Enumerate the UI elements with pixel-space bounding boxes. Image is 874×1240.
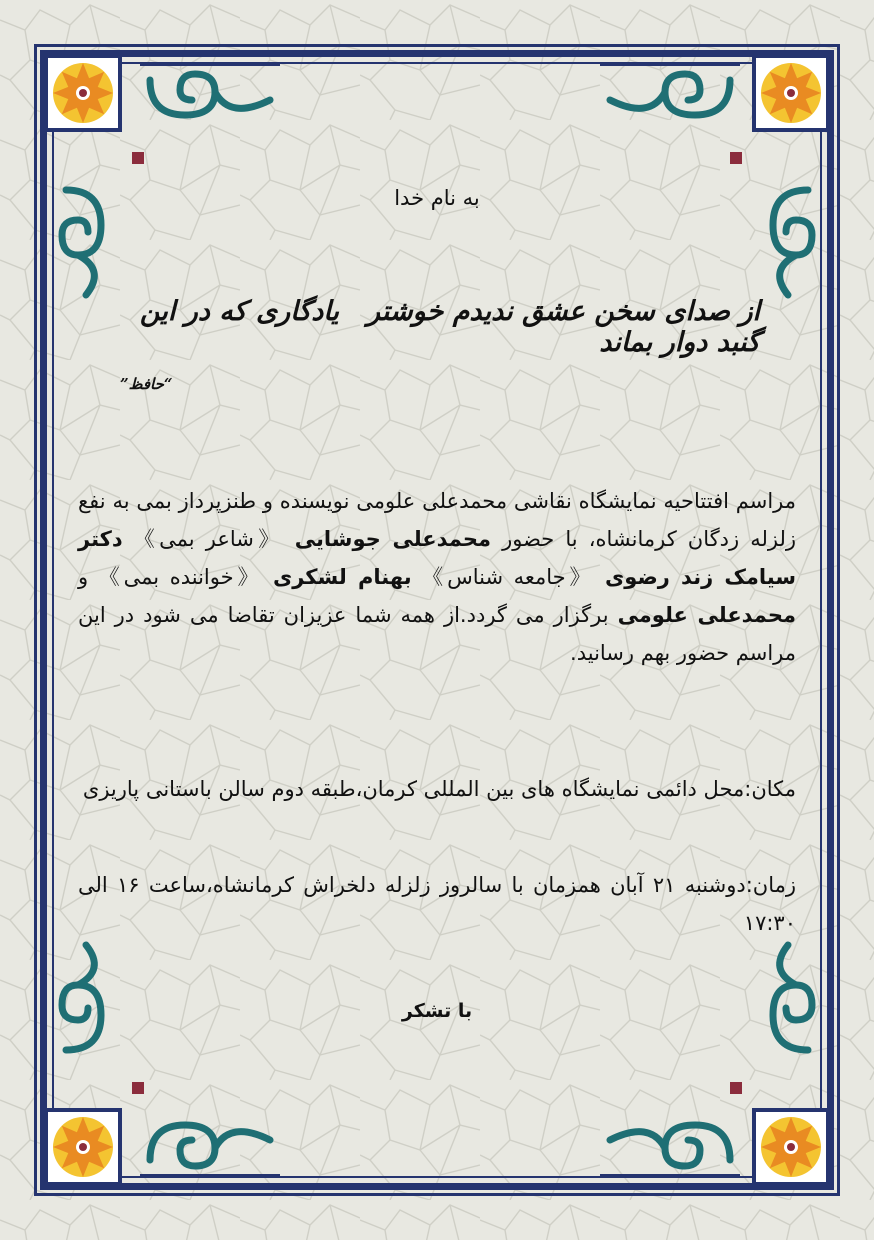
poem-hemistich-1: از صدای سخن عشق ندیدم خوشتر xyxy=(367,296,760,327)
rosette-corner-icon xyxy=(44,1108,122,1186)
closing-text: با تشکر xyxy=(401,1000,473,1022)
location-text: مکان:محل دائمی نمایشگاه های بین المللی کرمان،طبقه دوم سالن باستانی پاریزی xyxy=(82,777,796,801)
guest-name: دکتر سیامک زند رضوی xyxy=(78,527,796,589)
top-swirl-ornament xyxy=(140,60,740,140)
artist-name: محمدعلی علومی xyxy=(617,603,797,627)
guest-name: بهنام لشکری xyxy=(272,565,412,589)
rosette-corner-icon xyxy=(752,1108,830,1186)
poem-hemistich-2: یادگاری که در این گنبد دوار بماند xyxy=(139,296,760,358)
invitation-text: 《خواننده بمی》 و xyxy=(78,565,273,589)
guest-name: محمدعلی جوشایی xyxy=(294,527,491,551)
accent-square xyxy=(730,1082,742,1094)
accent-square xyxy=(730,152,742,164)
poem-verse xyxy=(120,296,760,358)
invitation-text: مراسم افتتاحیه نمایشگاه نقاشی محمدعلی علومی نویسنده و طنزپرداز بمی به نفع زلزله زدگان کرمانشاه، با حضور xyxy=(78,489,796,551)
invitation-paragraph xyxy=(78,482,796,672)
rosette-corner-icon xyxy=(752,54,830,132)
page-title: به نام خدا xyxy=(394,186,480,210)
accent-square xyxy=(132,1082,144,1094)
invitation-text: 《جامعه شناس》 xyxy=(411,565,606,589)
accent-square xyxy=(132,152,144,164)
invitation-text: برگزار می گردد.از همه شما عزیزان تقاضا می شود در این مراسم حضور بهم رسانید. xyxy=(78,603,796,665)
poet-name: “حافظ” xyxy=(120,375,173,393)
time-text: زمان:دوشنبه ۲۱ آبان همزمان با سالروز زلزله دلخراش کرمانشاه،ساعت ۱۶ الی ۱۷:۳۰ xyxy=(78,873,797,935)
bottom-swirl-ornament xyxy=(140,1100,740,1180)
rosette-corner-icon xyxy=(44,54,122,132)
invitation-text: 《شاعر بمی》 xyxy=(122,527,295,551)
